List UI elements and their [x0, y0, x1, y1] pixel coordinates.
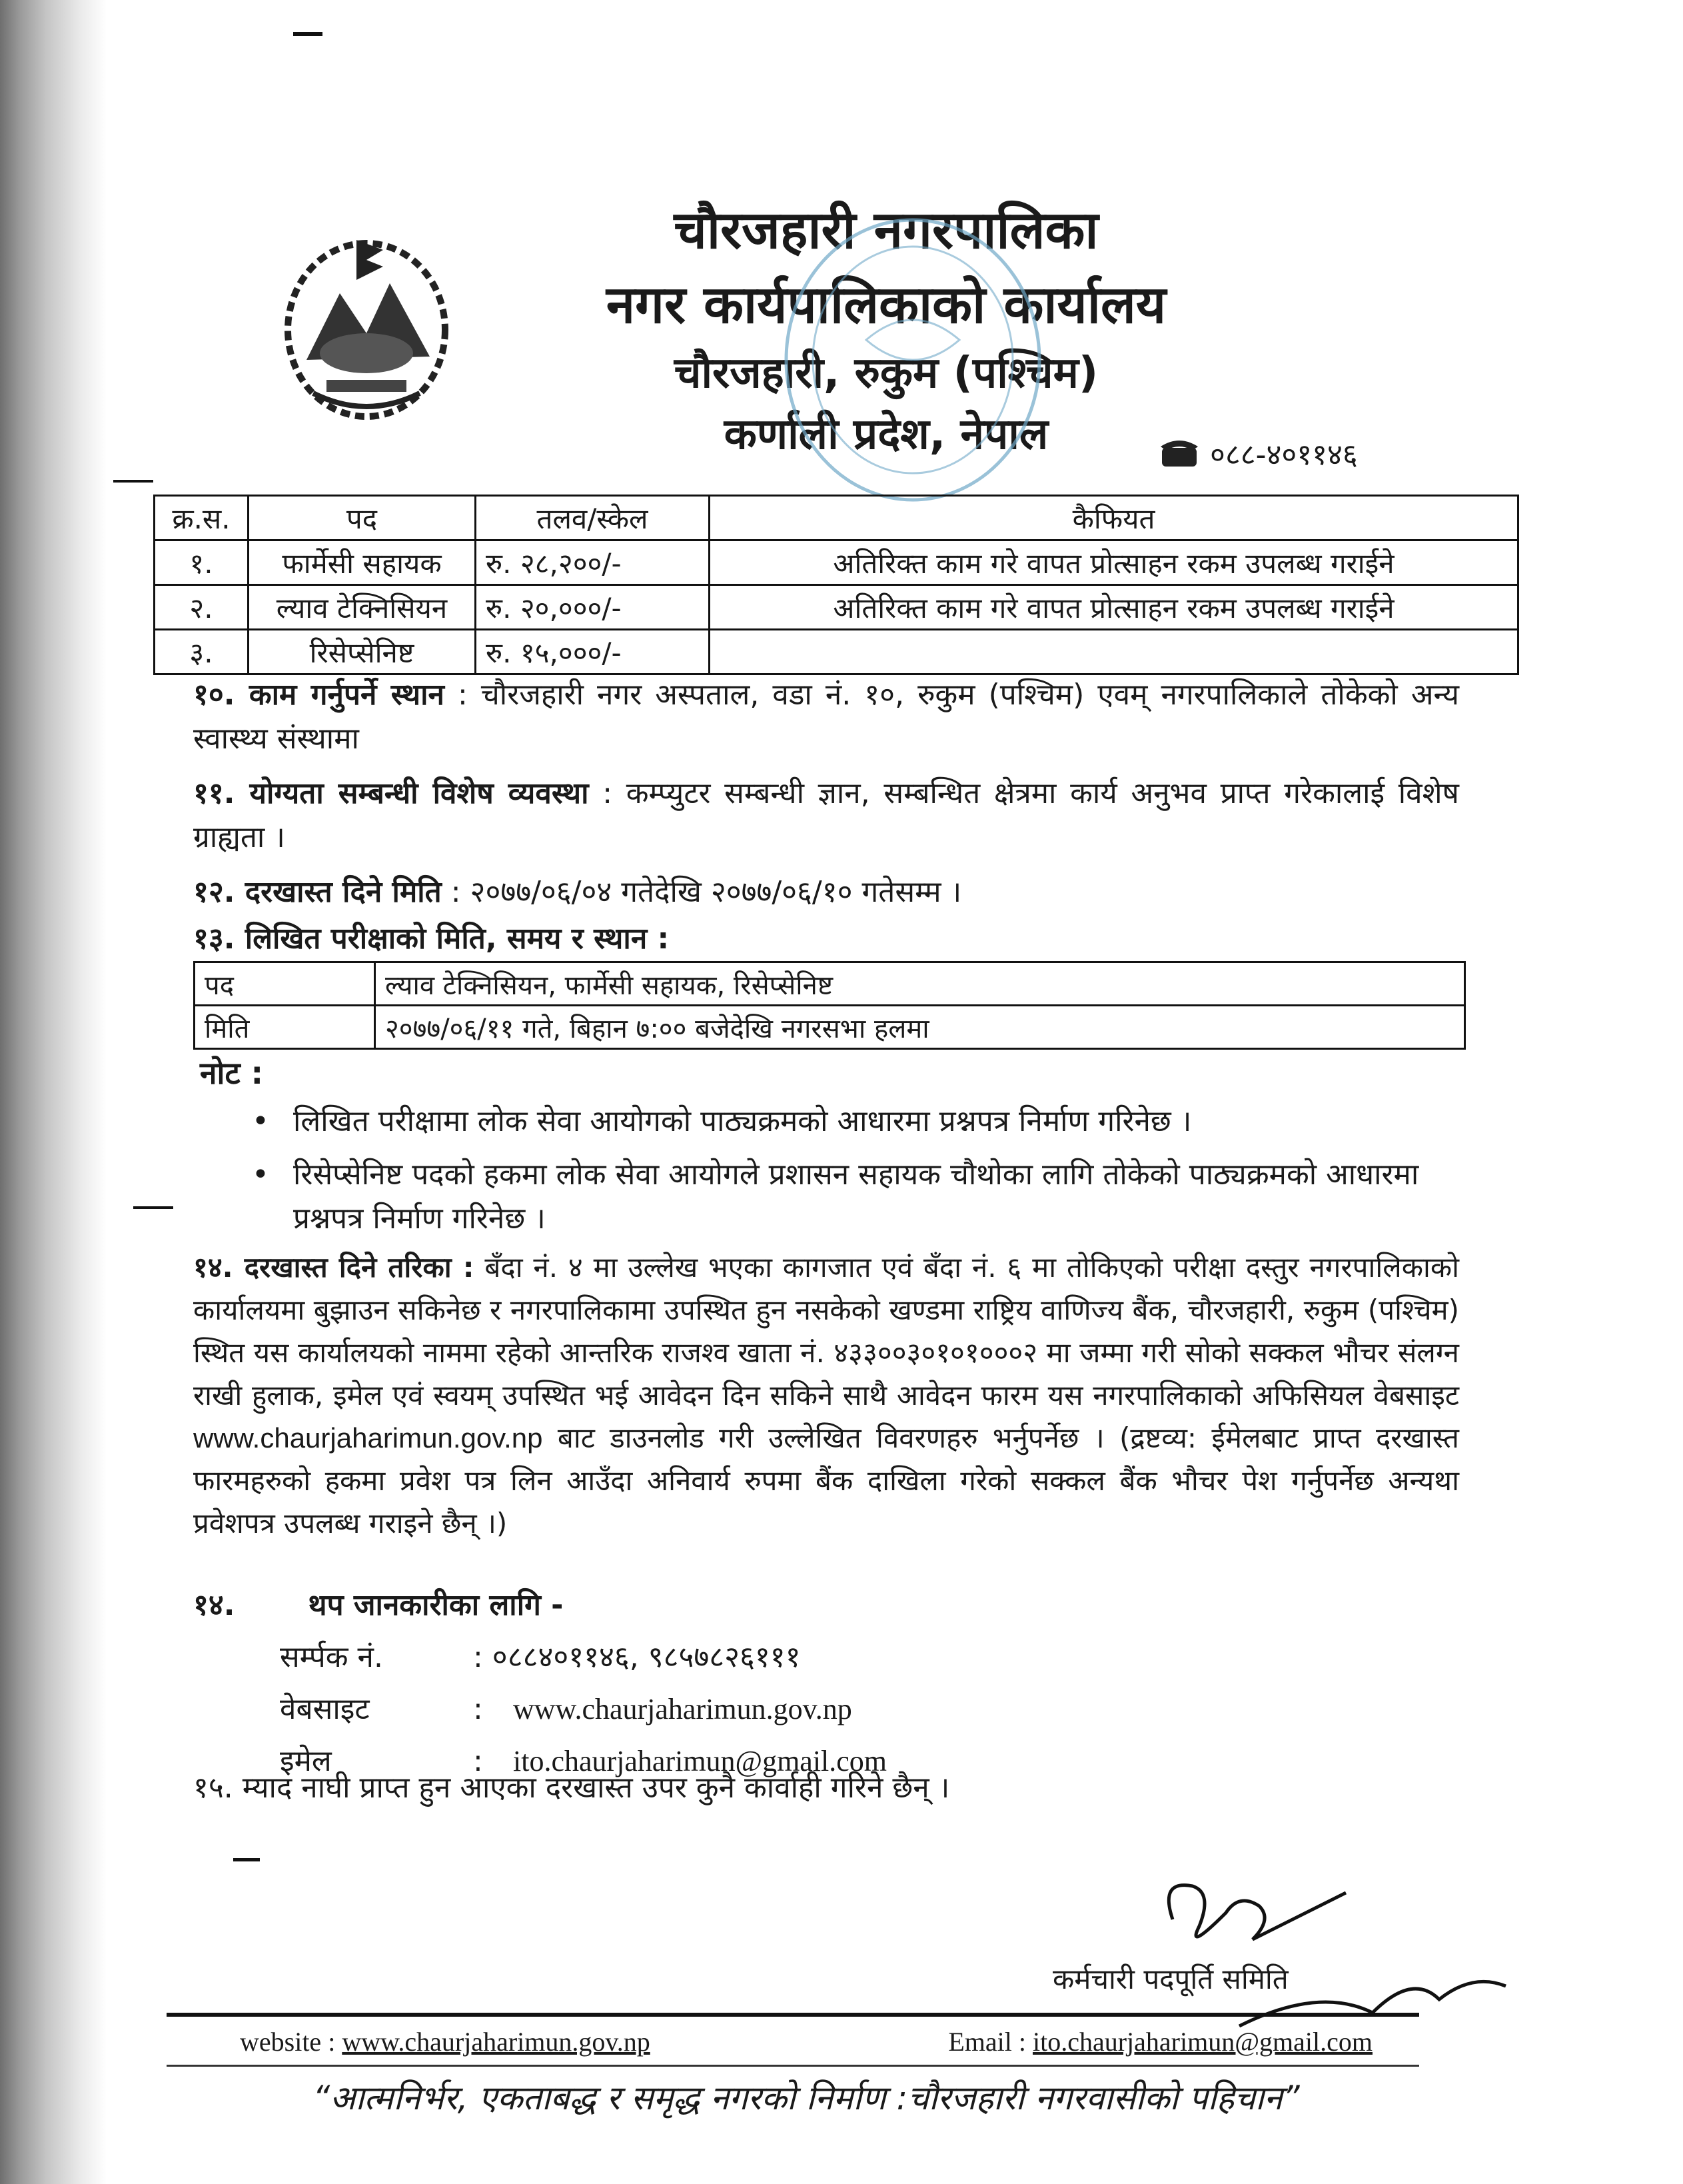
margin-mark: [233, 1858, 260, 1861]
office-name: नगर कार्यपालिकाको कार्यालय: [606, 275, 1167, 335]
cell-sn: २.: [155, 585, 249, 630]
province-country: कर्णाली प्रदेश, नेपाल: [724, 410, 1049, 459]
list-item: • लिखित परीक्षामा लोक सेवा आयोगको पाठ्यक्रमको आधारमा प्रश्नपत्र निर्माण गरिनेछ ।: [247, 1100, 1459, 1144]
contact-phone-label: सर्म्पक नं.: [280, 1640, 383, 1674]
table-row: [155, 630, 1518, 674]
exam-schedule-table: [193, 961, 1466, 1050]
margin-mark: [133, 1206, 173, 1209]
footer-contact: [240, 2026, 1373, 2057]
cell-key: पद: [195, 962, 375, 1006]
section-10-body: : चौरजहारी नगर अस्पताल, वडा नं. १०, रुकुम (पश्चिम) एवम् नगरपालिकाले तोकेको अन्य स्वास्थ्य संस्थामा: [193, 678, 1459, 756]
table-row: [155, 585, 1518, 630]
notes-heading: नोट :: [200, 1055, 264, 1091]
section-11-body: : कम्प्युटर सम्बन्धी ज्ञान, सम्बन्धित क्षेत्रमा कार्य अनुभव प्राप्त गरेकालाई विशेष ग्राह्यता ।: [193, 776, 1459, 854]
footer-website-label: website :: [240, 2027, 336, 2057]
footer-email-link[interactable]: ito.chaurjaharimun@gmail.com: [1032, 2027, 1373, 2057]
cell-salary: रु. २०,०००/-: [476, 585, 710, 630]
table-row: [195, 962, 1465, 1006]
nepal-emblem-icon: [267, 220, 466, 433]
section-14-application-method: [193, 1246, 1459, 1545]
col-header-post: पद: [249, 496, 476, 541]
cell-value: २०७७/०६/११ गते, बिहान ७:०० बजेदेखि नगरसभा हलमा: [375, 1006, 1465, 1049]
col-header-sn: क्र.स.: [155, 496, 249, 541]
section-12-application-date: [193, 870, 1459, 914]
phone-number: ०८८-४०११४६: [1210, 438, 1358, 472]
footer-divider: [167, 2065, 1419, 2067]
section-10-heading: १०. काम गर्नुपर्ने स्थान: [193, 678, 444, 712]
cell-salary: रु. १५,०००/-: [476, 630, 710, 674]
footer-website-link[interactable]: www.chaurjaharimun.gov.np: [342, 2027, 650, 2057]
cell-sn: १.: [155, 541, 249, 585]
contact-colon: :: [473, 1692, 483, 1726]
letterhead: [253, 193, 1452, 500]
notes-list: [247, 1100, 1459, 1250]
section-14-body-end: बाट डाउनलोड गरी उल्लेखित विवरणहरु भर्नुपर्नेछ ।: [557, 1422, 1105, 1454]
section-12-body: : २०७७/०६/०४ गतेदेखि २०७७/०६/१० गतेसम्म ।: [450, 875, 962, 909]
section-11-qualification: [193, 772, 1459, 860]
signature-block: [1039, 1853, 1519, 2053]
contact-heading: [193, 1580, 1459, 1632]
table-row: [155, 541, 1518, 585]
official-website-link[interactable]: www.chaurjaharimun.gov.np: [193, 1422, 543, 1454]
cell-sn: ३.: [155, 630, 249, 674]
office-phone: [1159, 433, 1358, 473]
contact-phone-value: : ०८८४०११४६, ९८५७८२६१११: [473, 1640, 801, 1674]
section-15-deadline: [193, 1766, 1459, 1810]
posts-salary-table: [153, 495, 1519, 675]
org-name: चौरजहारी नगरपालिका: [674, 201, 1099, 261]
cell-key: मिति: [195, 1006, 375, 1049]
cell-remark: [710, 630, 1518, 674]
cell-remark: अतिरिक्त काम गरे वापत प्रोत्साहन रकम उपलब्ध गराईने: [710, 585, 1518, 630]
contact-heading-number: १४.: [193, 1588, 235, 1622]
section-15-text: १५. म्याद नाघी प्राप्त हुन आएका दरखास्त उपर कुनै कार्वाही गरिने छैन् ।: [193, 1771, 950, 1805]
section-14-remark: (द्रष्टव्य: ईमेलबाट प्राप्त दरखास्त फारमहरुको हकमा प्रवेश पत्र लिन आउँदा अनिवार्य रुपमा बैंक दाखिला गरेको सक्कल बैंक भौचर पेश गर्नुपर्नेछ अन्यथा प्रवेशपत्र उपलब्ध गराइने छैन् ।): [193, 1422, 1459, 1540]
cell-post: ल्याव टेक्निसियन: [249, 585, 476, 630]
section-13-heading: १३. लिखित परीक्षाको मिति, समय र स्थान :: [193, 922, 670, 956]
cell-salary: रु. २८,२००/-: [476, 541, 710, 585]
contact-email-label: इमेल: [280, 1744, 332, 1778]
margin-mark: [293, 32, 322, 36]
margin-mark: [113, 480, 153, 483]
col-header-remark: कैफियत: [710, 496, 1518, 541]
table-header-row: [155, 496, 1518, 541]
cell-post: फार्मेसी सहायक: [249, 541, 476, 585]
section-10-work-place: [193, 673, 1459, 761]
office-address: चौरजहारी, रुकुम (पश्चिम): [674, 349, 1099, 398]
office-seal-stamp: [773, 207, 1053, 513]
footer-website: [240, 2026, 650, 2057]
contact-row-website: [193, 1683, 1459, 1735]
section-11-heading: ११. योग्यता सम्बन्धी विशेष व्यवस्था: [193, 776, 589, 810]
section-14-heading: १४. दरखास्त दिने तरिका :: [193, 1251, 474, 1284]
scan-edge: [0, 0, 107, 2184]
cell-value: ल्याव टेक्निसियन, फार्मेसी सहायक, रिसेप्सेनिष्ट: [375, 962, 1465, 1006]
contact-row-phone: [193, 1632, 1459, 1683]
list-item: • रिसेप्सेनिष्ट पदको हकमा लोक सेवा आयोगले प्रशासन सहायक चौथोका लागि तोकेको पाठ्यक्रमको आधारमा प्रश्नपत्र निर्माण गरिनेछ ।: [247, 1153, 1459, 1241]
contact-email-link[interactable]: ito.chaurjaharimun@gmail.com: [513, 1745, 887, 1777]
col-header-salary: तलव/स्केल: [476, 496, 710, 541]
section-14-body: बँदा नं. ४ मा उल्लेख भएका कागजात एवं बँदा नं. ६ मा तोकिएको परीक्षा दस्तुर नगरपालिकाको कार्यालयमा बुझाउन सकिनेछ र नगरपालिकामा उपस्थित हुन नसकेको खण्डमा राष्ट्रिय वाणिज्य बैंक, चौरजहारी, रुकुम (पश्चिम) स्थित यस कार्यालयको नाममा रहेको आन्तरिक राजश्व खाता नं. ४३३००३०१०१०००२ मा जम्मा गरी सोको सक्कल भौचर संलग्न राखी हुलाक, इमेल एवं स्वयम् उपस्थित भई आवेदन दिन सकिने साथै आवेदन फारम यस नगरपालिकाको अफिसियल वेबसाइट: [193, 1251, 1459, 1412]
handwritten-signature: [1039, 1853, 1519, 2053]
section-12-heading: १२. दरखास्त दिने मिति: [193, 875, 442, 909]
footer-email-label: Email :: [948, 2027, 1026, 2057]
contact-website-link[interactable]: www.chaurjaharimun.gov.np: [513, 1693, 852, 1725]
municipality-motto: “आत्मनिर्भर, एकताबद्ध र समृद्ध नगरको निर्माण :चौरजहारी नगरवासीको पहिचान”: [312, 2079, 1300, 2117]
contact-section: [193, 1580, 1459, 1787]
signatory-label: कर्मचारी पदपूर्ति समिति: [1053, 1963, 1289, 1995]
cell-post: रिसेप्सेनिष्ट: [249, 630, 476, 674]
table-row: [195, 1006, 1465, 1049]
footer-email: [948, 2026, 1373, 2057]
cell-remark: अतिरिक्त काम गरे वापत प्रोत्साहन रकम उपलब्ध गराईने: [710, 541, 1518, 585]
footer-divider: [167, 2013, 1419, 2017]
contact-website-label: वेबसाइट: [280, 1692, 370, 1726]
telephone-icon: [1159, 437, 1199, 469]
contact-heading-text: थप जानकारीका लागि -: [308, 1588, 564, 1622]
contact-colon: :: [473, 1744, 483, 1778]
section-13-exam: [193, 917, 1459, 961]
